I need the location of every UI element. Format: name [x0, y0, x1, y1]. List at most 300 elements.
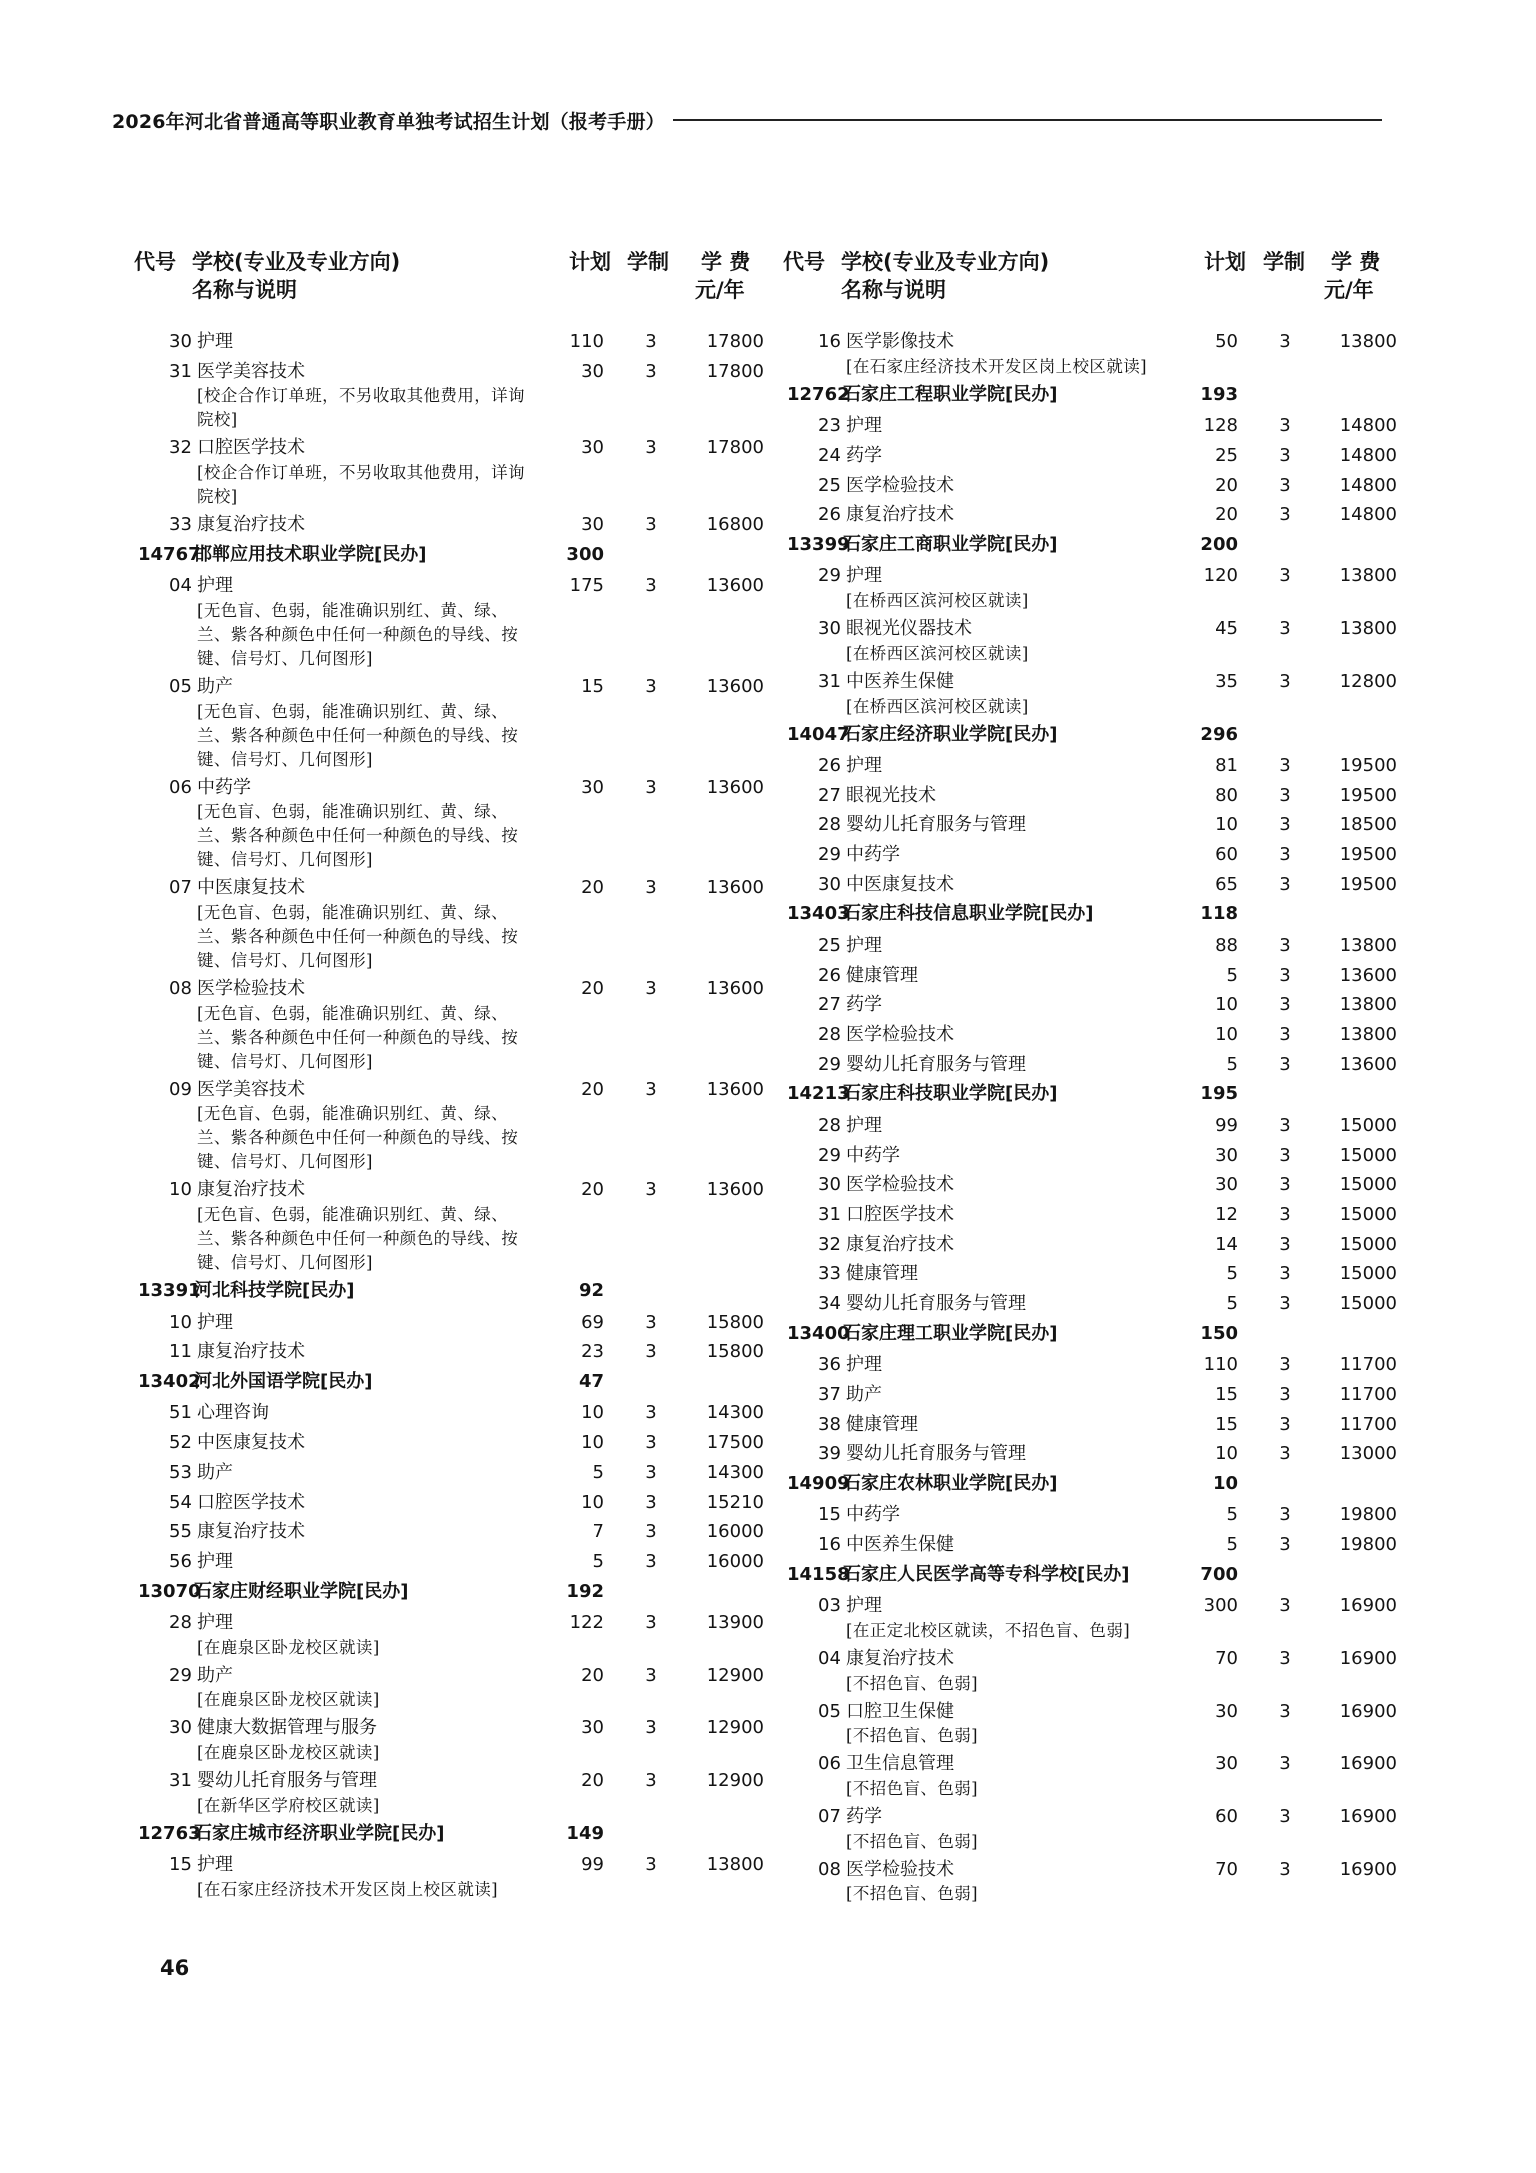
school-row: [134, 1277, 746, 1309]
entry-code: 29: [818, 1053, 841, 1075]
entry-code: 15: [169, 1854, 192, 1876]
note-line: [校企合作订单班，不另收取其他费用，详询: [197, 386, 525, 406]
program-row: [783, 811, 1396, 841]
entry-fee: 13800: [1339, 565, 1397, 587]
entry-name: 石家庄理工职业学院[民办]: [843, 1322, 1058, 1344]
entry-plan: 122: [569, 1612, 604, 1634]
entry-note: [846, 1619, 1212, 1643]
entry-name: 助产: [197, 1664, 233, 1686]
entry-fee: 16900: [1339, 1595, 1397, 1617]
entry-plan: 118: [1200, 903, 1238, 925]
entry-plan: 47: [578, 1370, 604, 1392]
entry-plan: 60: [1215, 844, 1238, 866]
entry-fee: 15000: [1339, 1114, 1397, 1136]
entry-name: 健康管理: [846, 964, 918, 986]
entry-note: [846, 355, 1212, 379]
entry-duration: 3: [1279, 415, 1291, 437]
entry-note: [197, 901, 563, 973]
program-row: [134, 1309, 764, 1339]
entry-duration: 3: [1279, 1753, 1291, 1775]
program-row: [783, 1171, 1396, 1201]
entry-duration: 3: [1279, 1024, 1291, 1045]
entry-name: 婴幼儿托育服务与管理: [846, 1053, 1026, 1075]
program-row: [134, 1662, 764, 1692]
note-line: 院校]: [197, 487, 238, 507]
entry-name: 中医康复技术: [197, 1432, 305, 1454]
entry-fee: 13600: [1339, 1053, 1397, 1075]
program-row: [134, 1714, 764, 1744]
program-row: [134, 328, 764, 358]
note-line: 兰、紫各种颜色中任何一种颜色的导线、按: [197, 1027, 519, 1047]
entry-plan: 7: [592, 1521, 604, 1543]
program-row: [783, 1051, 1396, 1081]
entry-plan: 193: [1200, 383, 1238, 405]
entry-fee: 16900: [1339, 1753, 1397, 1775]
entry-code: 30: [169, 331, 192, 352]
entry-duration: 3: [1279, 670, 1291, 692]
entry-fee: 19500: [1339, 784, 1397, 806]
entry-code: 32: [818, 1233, 841, 1255]
program-row: [134, 1338, 764, 1368]
entry-name: 康复治疗技术: [846, 1233, 954, 1255]
entry-name: 医学检验技术: [846, 1174, 954, 1196]
entry-code: 26: [818, 755, 841, 776]
entry-plan: 20: [581, 1078, 604, 1100]
header-fee-line1: 学 费: [701, 250, 751, 274]
entry-fee: 14800: [1339, 474, 1397, 496]
entry-duration: 3: [1279, 814, 1291, 836]
program-row: [783, 562, 1396, 592]
entry-duration: 3: [1279, 565, 1291, 587]
program-row: [783, 1142, 1396, 1172]
header-rule: [673, 119, 1382, 121]
entry-duration: 3: [645, 437, 657, 459]
entry-code: 11: [169, 1341, 192, 1363]
note-line: [无色盲、色弱，能准确识别红、黄、绿、: [197, 903, 509, 922]
entry-plan: 20: [581, 1664, 604, 1686]
entry-code: 12763: [138, 1822, 201, 1844]
program-row: [783, 412, 1396, 442]
entry-fee: 13800: [1339, 618, 1397, 640]
entry-code: 14047: [787, 723, 850, 745]
entry-duration: 3: [1279, 1595, 1291, 1617]
entry-note: [197, 1878, 563, 1902]
entry-name: 中医康复技术: [197, 877, 305, 899]
entry-plan: 30: [581, 776, 604, 798]
entry-name: 药学: [846, 444, 882, 466]
entry-fee: 15000: [1339, 1144, 1397, 1166]
note-line: [不招色盲、色弱]: [846, 1673, 978, 1693]
entry-fee: 15210: [706, 1491, 764, 1513]
note-line: [不招色盲、色弱]: [846, 1884, 978, 1904]
program-row: [783, 1260, 1396, 1290]
note-line: 键、信号灯、几何图形]: [197, 648, 373, 668]
note-line: 兰、紫各种颜色中任何一种颜色的导线、按: [197, 1229, 519, 1249]
entry-name: 医学检验技术: [846, 474, 954, 496]
page-header-title: 2026年河北省普通高等职业教育单独考试招生计划（报考手册）: [112, 110, 665, 133]
entry-name: 助产: [846, 1383, 882, 1405]
entry-duration: 3: [1279, 474, 1291, 496]
program-row: [783, 442, 1396, 472]
entry-plan: 300: [1203, 1595, 1238, 1617]
entry-duration: 3: [1279, 1504, 1291, 1526]
entry-plan: 149: [566, 1822, 604, 1844]
entry-code: 31: [169, 1770, 192, 1792]
entry-code: 08: [169, 978, 192, 999]
entry-plan: 20: [581, 877, 604, 899]
entry-duration: 3: [645, 1311, 657, 1333]
entry-fee: 12900: [706, 1717, 764, 1739]
entry-plan: 12: [1215, 1203, 1238, 1225]
entry-duration: 3: [1279, 1174, 1291, 1196]
entry-duration: 3: [1279, 444, 1291, 466]
entry-code: 26: [818, 964, 841, 986]
entry-plan: 5: [1226, 1293, 1238, 1314]
entry-name: 眼视光仪器技术: [846, 618, 972, 640]
program-row: [134, 511, 764, 541]
entry-code: 34: [818, 1293, 841, 1314]
entry-code: 33: [818, 1263, 841, 1285]
entry-code: 31: [818, 1203, 841, 1225]
entry-name: 健康管理: [846, 1263, 918, 1285]
entry-name: 康复治疗技术: [846, 504, 954, 526]
note-line: [无色盲、色弱，能准确识别红、黄、绿、: [197, 701, 509, 721]
note-line: [无色盲、色弱，能准确识别红、黄、绿、: [197, 600, 509, 620]
entry-duration: 3: [645, 1432, 657, 1454]
entry-plan: 15: [581, 675, 604, 697]
entry-code: 23: [818, 415, 841, 437]
entry-fee: 15000: [1339, 1174, 1397, 1196]
program-row: [783, 1750, 1396, 1780]
entry-code: 25: [818, 474, 841, 496]
entry-name: 护理: [846, 1595, 882, 1617]
entry-code: 07: [169, 877, 192, 899]
note-line: 键、信号灯、几何图形]: [197, 850, 373, 870]
entry-plan: 65: [1215, 873, 1238, 895]
entry-code: 08: [818, 1858, 841, 1880]
program-row: [783, 782, 1396, 812]
entry-duration: 3: [1279, 1383, 1291, 1405]
entry-note: [846, 1777, 1212, 1801]
program-row: [783, 615, 1396, 645]
program-row: [783, 1351, 1396, 1381]
school-row: [783, 1561, 1396, 1593]
running-header: [112, 100, 1382, 140]
entry-name: 护理: [846, 755, 882, 776]
entry-code: 24: [818, 444, 841, 466]
entry-code: 38: [818, 1413, 841, 1435]
program-row: [134, 1767, 764, 1797]
note-line: [在正定北校区就读，不招色盲、色弱]: [846, 1621, 1131, 1640]
left-rows: [134, 328, 764, 1902]
entry-name: 婴幼儿托育服务与管理: [846, 1293, 1026, 1314]
entry-plan: 92: [578, 1280, 604, 1302]
entry-duration: 3: [645, 1612, 657, 1634]
entry-duration: 3: [1279, 934, 1291, 956]
entry-note: [846, 1672, 1212, 1696]
entry-name: 眼视光技术: [846, 784, 936, 806]
entry-name: 医学检验技术: [197, 978, 305, 999]
entry-plan: 30: [581, 514, 604, 536]
note-line: 键、信号灯、几何图形]: [197, 1051, 373, 1071]
entry-plan: 99: [1215, 1114, 1238, 1136]
entry-duration: 3: [1279, 1858, 1291, 1880]
program-row: [783, 1501, 1396, 1531]
entry-fee: 16900: [1339, 1806, 1397, 1828]
program-row: [134, 1548, 764, 1578]
entry-plan: 175: [569, 575, 604, 597]
school-row: [134, 1578, 746, 1610]
entry-code: 04: [818, 1648, 841, 1669]
entry-plan: 5: [1226, 1534, 1238, 1556]
header-plan: 计划: [1204, 250, 1246, 274]
entry-name: 口腔卫生保健: [846, 1700, 954, 1722]
program-row: [783, 472, 1396, 502]
entry-fee: 17500: [706, 1432, 764, 1454]
entry-code: 53: [169, 1461, 192, 1483]
entry-duration: 3: [645, 1341, 657, 1363]
entry-duration: 3: [1279, 1263, 1291, 1285]
entry-duration: 3: [1279, 1648, 1291, 1669]
entry-duration: 3: [645, 1179, 657, 1201]
entry-plan: 10: [1212, 1472, 1238, 1494]
entry-plan: 30: [1215, 1700, 1238, 1722]
note-line: [在桥西区滨河校区就读]: [846, 696, 1029, 716]
entry-duration: 3: [645, 1717, 657, 1739]
entry-duration: 3: [1279, 994, 1291, 1016]
entry-note: [846, 695, 1212, 719]
entry-code: 28: [818, 814, 841, 836]
entry-plan: 195: [1200, 1083, 1238, 1105]
entry-code: 10: [169, 1311, 192, 1333]
entry-code: 30: [818, 873, 841, 895]
school-row: [783, 381, 1396, 413]
entry-duration: 3: [1279, 1534, 1291, 1556]
entry-fee: 13800: [1339, 1024, 1397, 1045]
entry-name: 石家庄科技信息职业学院[民办]: [843, 903, 1094, 925]
entry-code: 15: [818, 1504, 841, 1526]
note-line: [无色盲、色弱，能准确识别红、黄、绿、: [197, 1104, 509, 1124]
entry-name: 石家庄工商职业学院[民办]: [843, 533, 1058, 555]
program-row: [783, 932, 1396, 962]
entry-plan: 20: [581, 1179, 604, 1201]
entry-fee: 16900: [1339, 1858, 1397, 1880]
entry-duration: 3: [645, 1664, 657, 1686]
program-row: [134, 975, 764, 1005]
program-row: [134, 1489, 764, 1519]
entry-fee: 14800: [1339, 444, 1397, 466]
header-plan: 计划: [569, 250, 611, 274]
entry-name: 石家庄人民医学高等专科学校[民办]: [843, 1563, 1130, 1585]
header-fee-line1: 学 费: [1331, 250, 1381, 274]
program-row: [783, 1411, 1396, 1441]
entry-name: 护理: [846, 1354, 882, 1376]
program-row: [783, 1856, 1396, 1886]
entry-note: [197, 1688, 563, 1712]
note-line: [不招色盲、色弱]: [846, 1726, 978, 1746]
entry-plan: 10: [581, 1491, 604, 1513]
entry-fee: 13800: [1339, 934, 1397, 956]
school-row: [783, 531, 1396, 563]
school-row: [134, 1368, 746, 1400]
entry-code: 52: [169, 1432, 192, 1454]
entry-duration: 3: [1279, 1114, 1291, 1136]
entry-code: 30: [818, 618, 841, 640]
note-line: 院校]: [197, 410, 238, 430]
note-line: 键、信号灯、几何图形]: [197, 1152, 373, 1172]
entry-plan: 30: [581, 437, 604, 459]
entry-note: [846, 589, 1212, 613]
entry-duration: 3: [1279, 873, 1291, 895]
left-column-header: [134, 248, 751, 328]
entry-fee: 13600: [706, 675, 764, 697]
entry-fee: 13600: [1339, 964, 1397, 986]
program-row: [134, 1399, 764, 1429]
header-fee-line2: 元/年: [695, 278, 745, 302]
entry-plan: 10: [1215, 1024, 1238, 1045]
entry-code: 33: [169, 514, 192, 536]
entry-plan: 15: [1215, 1383, 1238, 1405]
school-row: [783, 1470, 1396, 1502]
entry-name: 健康管理: [846, 1413, 918, 1435]
entry-plan: 35: [1215, 670, 1238, 692]
entry-code: 06: [169, 776, 192, 798]
entry-plan: 25: [1215, 444, 1238, 466]
program-row: [134, 434, 764, 464]
entry-name: 医学美容技术: [197, 360, 305, 382]
entry-duration: 3: [645, 776, 657, 798]
entry-note: [197, 1636, 563, 1660]
note-line: [不招色盲、色弱]: [846, 1831, 978, 1851]
program-row: [783, 1803, 1396, 1833]
entry-fee: 13800: [1339, 331, 1397, 352]
header-duration: 学制: [1263, 250, 1305, 274]
entry-note: [197, 800, 563, 872]
note-line: 兰、紫各种颜色中任何一种颜色的导线、按: [197, 624, 519, 644]
entry-name: 康复治疗技术: [197, 514, 305, 536]
entry-name: 护理: [197, 1612, 233, 1634]
entry-name: 医学影像技术: [846, 331, 954, 352]
entry-duration: 3: [645, 978, 657, 999]
entry-code: 14909: [787, 1472, 850, 1494]
entry-name: 婴幼儿托育服务与管理: [846, 814, 1026, 836]
entry-name: 护理: [846, 415, 882, 437]
header-duration: 学制: [627, 250, 669, 274]
entry-code: 16: [818, 1534, 841, 1556]
entry-code: 30: [169, 1717, 192, 1739]
entry-duration: 3: [1279, 1806, 1291, 1828]
entry-code: 31: [818, 670, 841, 692]
entry-duration: 3: [645, 675, 657, 697]
entry-duration: 3: [645, 1402, 657, 1424]
entry-code: 16: [818, 331, 841, 352]
entry-code: 32: [169, 437, 192, 459]
entry-note: [197, 599, 563, 671]
entry-duration: 3: [645, 1461, 657, 1483]
note-line: [无色盲、色弱，能准确识别红、黄、绿、: [197, 802, 509, 822]
entry-note: [197, 1002, 563, 1074]
entry-name: 中药学: [846, 1504, 900, 1526]
note-line: [在石家庄经济技术开发区岗上校区就读]: [197, 1880, 498, 1899]
entry-code: 03: [818, 1595, 841, 1617]
entry-duration: 3: [1279, 1354, 1291, 1376]
entry-code: 36: [818, 1354, 841, 1376]
program-row: [134, 358, 764, 388]
entry-fee: 16000: [706, 1550, 764, 1572]
entry-fee: 16900: [1339, 1648, 1397, 1669]
program-row: [134, 874, 764, 904]
entry-fee: 11700: [1339, 1354, 1397, 1376]
entry-name: 石家庄经济职业学院[民办]: [843, 723, 1058, 745]
entry-plan: 80: [1215, 784, 1238, 806]
entry-note: [846, 1724, 1212, 1748]
header-name-line1: 学校(专业及专业方向): [841, 250, 1050, 274]
note-line: 兰、紫各种颜色中任何一种颜色的导线、按: [197, 826, 519, 846]
entry-plan: 15: [1215, 1413, 1238, 1435]
note-line: [在鹿泉区卧龙校区就读]: [197, 1743, 380, 1763]
school-row: [783, 1080, 1396, 1112]
entry-plan: 20: [1215, 474, 1238, 496]
note-line: 兰、紫各种颜色中任何一种颜色的导线、按: [197, 1128, 519, 1148]
entry-note: [846, 642, 1212, 666]
entry-plan: 50: [1215, 331, 1238, 352]
header-name-line1: 学校(专业及专业方向): [192, 250, 401, 274]
program-row: [783, 1201, 1396, 1231]
note-line: [在石家庄经济技术开发区岗上校区就读]: [846, 356, 1147, 376]
entry-duration: 3: [1279, 1700, 1291, 1722]
entry-name: 口腔医学技术: [846, 1203, 954, 1225]
note-line: 键、信号灯、几何图形]: [197, 749, 373, 769]
entry-code: 04: [169, 575, 192, 597]
entry-fee: 13000: [1339, 1443, 1397, 1465]
entry-fee: 14300: [706, 1461, 764, 1483]
entry-fee: 11700: [1339, 1383, 1397, 1405]
entry-duration: 3: [1279, 755, 1291, 776]
entry-plan: 300: [566, 543, 604, 565]
entry-plan: 60: [1215, 1806, 1238, 1828]
entry-code: 54: [169, 1491, 192, 1513]
program-row: [783, 1440, 1396, 1470]
entry-note: [197, 1741, 563, 1765]
entry-name: 中医养生保健: [846, 670, 954, 692]
entry-plan: 700: [1200, 1563, 1238, 1585]
entry-code: 29: [818, 1144, 841, 1166]
note-line: [在鹿泉区卧龙校区就读]: [197, 1637, 380, 1657]
entry-plan: 5: [1226, 964, 1238, 986]
header-name-line2: 名称与说明: [192, 278, 297, 302]
entry-note: [197, 384, 563, 432]
entry-fee: 14800: [1339, 415, 1397, 437]
entry-fee: 17800: [706, 331, 764, 352]
entry-code: 27: [818, 784, 841, 806]
entry-note: [197, 1203, 563, 1275]
entry-code: 06: [818, 1753, 841, 1775]
entry-name: 中药学: [846, 1144, 900, 1166]
entry-plan: 150: [1200, 1322, 1238, 1344]
program-row: [783, 1381, 1396, 1411]
entry-name: 医学检验技术: [846, 1858, 954, 1880]
entry-duration: 3: [645, 1854, 657, 1876]
school-row: [783, 721, 1396, 753]
entry-duration: 3: [1279, 784, 1291, 806]
entry-plan: 81: [1215, 755, 1238, 776]
note-line: [在新华区学府校区就读]: [197, 1795, 380, 1815]
program-row: [783, 871, 1396, 901]
entry-name: 护理: [197, 575, 233, 597]
entry-fee: 15000: [1339, 1233, 1397, 1255]
program-row: [783, 841, 1396, 871]
entry-name: 中医康复技术: [846, 873, 954, 895]
